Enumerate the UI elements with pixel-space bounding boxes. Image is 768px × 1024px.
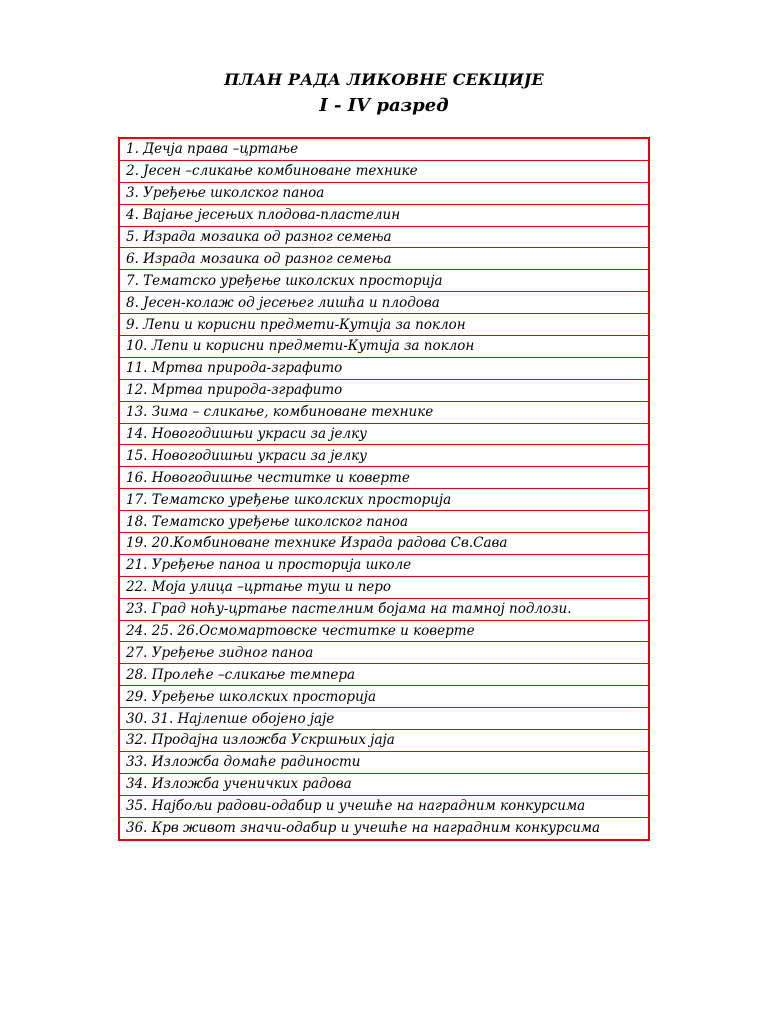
table-cell: 21. Уређење паноа и просторија школе xyxy=(119,554,649,576)
table-row xyxy=(119,226,649,248)
table-cell: 3. Уређење школског паноа xyxy=(119,182,649,204)
table-row xyxy=(119,817,649,839)
table-cell: 23. Град ноћу-цртање пастелним бојама на тамној подлози. xyxy=(119,598,649,620)
table-cell: 18. Тематско уређење школског паноа xyxy=(119,511,649,533)
table-row xyxy=(119,160,649,182)
table-cell: 32. Продајна изложба Ускршњих јаја xyxy=(119,730,649,752)
table-cell: 5. Израда мозаика од разног семења xyxy=(119,226,649,248)
table-row xyxy=(119,620,649,642)
table-row xyxy=(119,204,649,226)
table-cell: 16. Новогодишње честитке и коверте xyxy=(119,467,649,489)
table-cell: 22. Моја улица –цртање туш и перо xyxy=(119,576,649,598)
table-cell: 34. Изложба ученичких радова xyxy=(119,773,649,795)
table-row xyxy=(119,379,649,401)
table-cell: 35. Најбољи радови-одабир и учешће на наградним конкурсима xyxy=(119,795,649,817)
table-row xyxy=(119,773,649,795)
table-cell: 1. Дечја права –цртање xyxy=(119,138,649,160)
table-cell: 27. Уређење зидног паноа xyxy=(119,642,649,664)
table-row xyxy=(119,248,649,270)
table-cell: 7. Тематско уређење школских просторија xyxy=(119,270,649,292)
table-cell: 33. Изложба домаће радиности xyxy=(119,751,649,773)
table-row xyxy=(119,708,649,730)
table-row xyxy=(119,489,649,511)
table-row xyxy=(119,314,649,336)
table-row xyxy=(119,642,649,664)
table-cell: 8. Јесен-колаж од јесењег лишћа и плодова xyxy=(119,292,649,314)
table-row xyxy=(119,357,649,379)
table-cell: 36. Крв живот значи-одабир и учешће на наградним конкурсима xyxy=(119,817,649,839)
table-row xyxy=(119,576,649,598)
table-row xyxy=(119,336,649,358)
table-row xyxy=(119,686,649,708)
plan-table xyxy=(118,137,650,841)
table-cell: 28. Пролеће –сликање темпера xyxy=(119,664,649,686)
table-cell: 6. Израда мозаика од разног семења xyxy=(119,248,649,270)
table-row xyxy=(119,730,649,752)
document-subtitle: I - IV разред xyxy=(319,95,449,116)
table-cell: 4. Вајање јесењих плодова-пластелин xyxy=(119,204,649,226)
table-row xyxy=(119,598,649,620)
document-title: ПЛАН РАДА ЛИКОВНЕ СЕКЦИЈЕ xyxy=(224,70,544,89)
table-row xyxy=(119,401,649,423)
table-cell: 9. Лепи и корисни предмети-Кутија за поклон xyxy=(119,314,649,336)
table-cell: 24. 25. 26.Осмомартовске честитке и коверте xyxy=(119,620,649,642)
table-row xyxy=(119,138,649,160)
table-cell: 13. Зима – сликање, комбиноване технике xyxy=(119,401,649,423)
table-row xyxy=(119,511,649,533)
table-cell: 29. Уређење школских просторија xyxy=(119,686,649,708)
table-cell: 12. Мртва природа-зграфито xyxy=(119,379,649,401)
table-cell: 15. Новогодишњи украси за јелку xyxy=(119,445,649,467)
table-cell: 17. Тематско уређење школских просторија xyxy=(119,489,649,511)
table-cell: 2. Јесен –сликање комбиноване технике xyxy=(119,160,649,182)
table-cell: 30. 31. Најлепше обојено јаје xyxy=(119,708,649,730)
table-cell: 11. Мртва природа-зграфито xyxy=(119,357,649,379)
table-row xyxy=(119,664,649,686)
table-row xyxy=(119,292,649,314)
table-row xyxy=(119,751,649,773)
table-row xyxy=(119,554,649,576)
table-row xyxy=(119,467,649,489)
table-cell: 10. Лепи и корисни предмети-Кутија за поклон xyxy=(119,336,649,358)
table-row xyxy=(119,270,649,292)
table-cell: 19. 20.Комбиноване технике Израда радова Св.Сава xyxy=(119,533,649,555)
plan-table-body xyxy=(119,138,649,840)
table-row xyxy=(119,423,649,445)
table-cell: 14. Новогодишњи украси за јелку xyxy=(119,423,649,445)
table-row xyxy=(119,182,649,204)
table-row xyxy=(119,533,649,555)
table-row xyxy=(119,445,649,467)
table-row xyxy=(119,795,649,817)
